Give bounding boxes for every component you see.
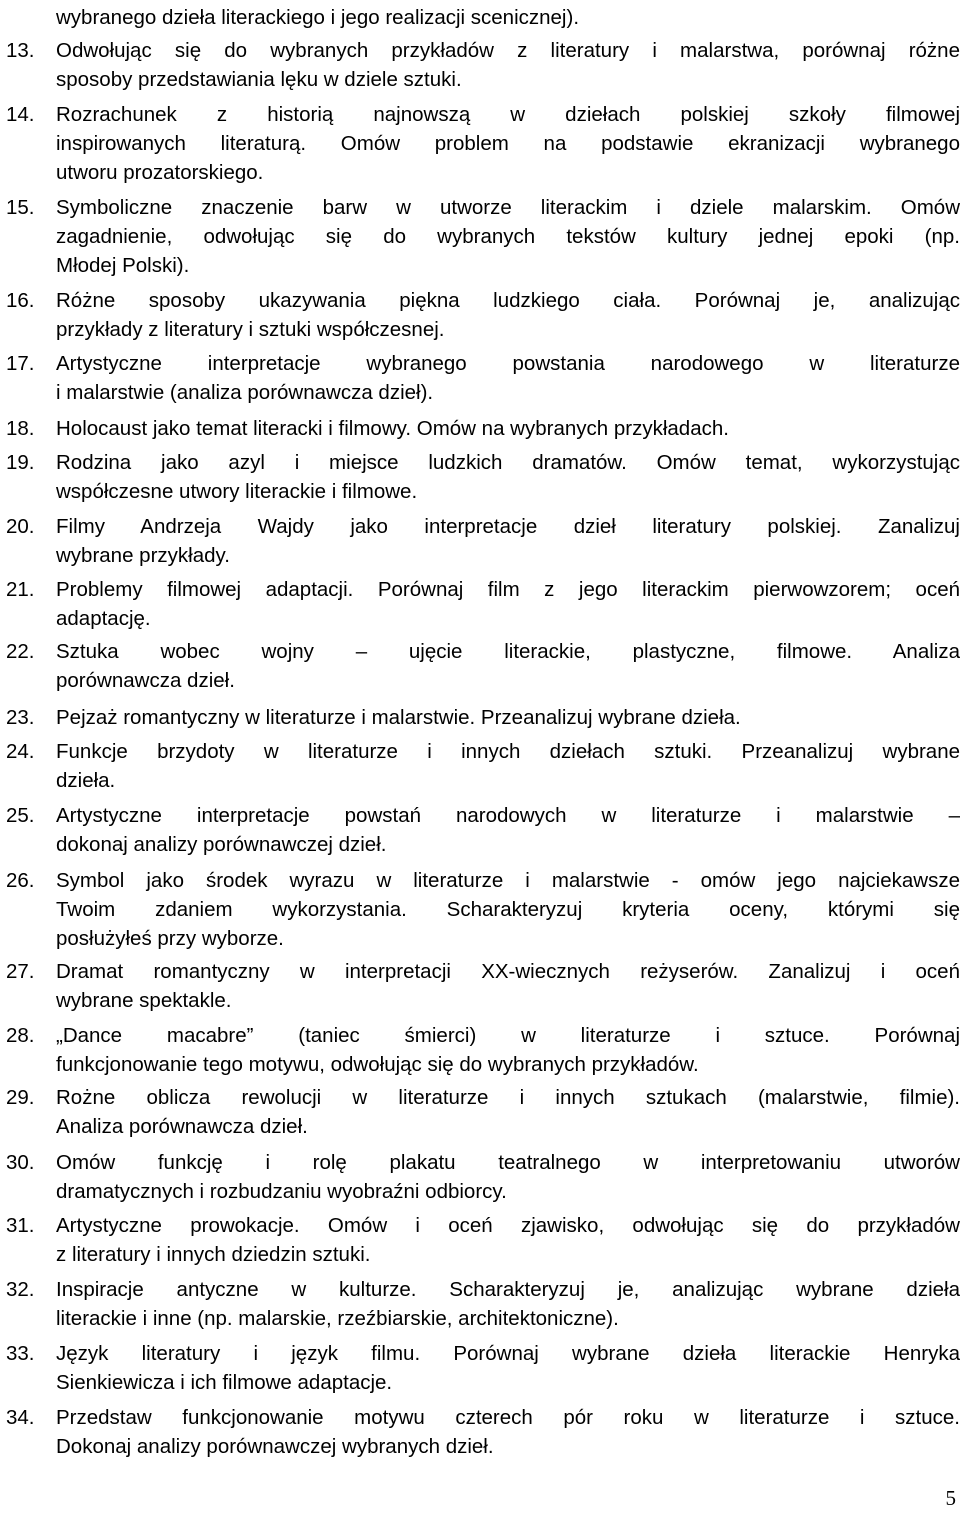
topic-text-line: Młodej Polski).	[56, 254, 190, 277]
topic-item	[6, 1211, 960, 1269]
topic-text-line: Sienkiewicza i ich filmowe adaptacje.	[56, 1371, 393, 1394]
topic-number: 34.	[6, 1406, 35, 1429]
topic-text-line: Analiza porównawcza dzieł.	[56, 1115, 308, 1138]
topic-text	[56, 36, 960, 94]
topic-text	[56, 1275, 960, 1333]
topic-number: 26.	[6, 869, 35, 892]
topic-number: 33.	[6, 1342, 35, 1365]
topic-item	[6, 801, 960, 859]
topic-text-line: wybrane przykłady.	[56, 544, 230, 567]
topic-text-line: przykłady z literatury i sztuki współczesnej.	[56, 318, 445, 341]
topic-text	[56, 193, 960, 280]
topic-text-line: porównawcza dzieł.	[56, 669, 235, 692]
topic-number: 21.	[6, 578, 35, 601]
topic-text	[56, 1083, 960, 1141]
topic-text-line: Przedstaw funkcjonowanie motywu czterech pór roku w literaturze i sztuce.	[56, 1406, 960, 1429]
topic-text	[56, 1403, 960, 1461]
topic-number: 19.	[6, 451, 35, 474]
topic-text	[56, 703, 960, 732]
topic-text-line: wybrane spektakle.	[56, 989, 232, 1012]
topic-text-line: Rożne oblicza rewolucji w literaturze i innych sztukach (malarstwie, filmie).	[56, 1086, 960, 1109]
topic-text-line: Dramat romantyczny w interpretacji XX-wiecznych reżyserów. Zanalizuj i oceń	[56, 960, 960, 983]
topic-number: 23.	[6, 706, 35, 729]
topic-number: 22.	[6, 640, 35, 663]
topic-text-line: zagadnienie, odwołując się do wybranych tekstów kultury jednej epoki (np.	[56, 225, 960, 248]
topic-number: 16.	[6, 289, 35, 312]
topic-item	[6, 1275, 960, 1333]
topic-text-line: Pejzaż romantyczny w literaturze i malarstwie. Przeanalizuj wybrane dzieła.	[56, 706, 741, 729]
topic-number: 31.	[6, 1214, 35, 1237]
topic-text-line: sposoby przedstawiania lęku w dziele sztuki.	[56, 68, 462, 91]
topic-text-line: współczesne utwory literackie i filmowe.	[56, 480, 418, 503]
topic-text-line: Odwołując się do wybranych przykładów z literatury i malarstwa, porównaj różne	[56, 39, 960, 62]
topic-text	[56, 349, 960, 407]
topic-text	[56, 737, 960, 795]
topic-text-line: utworu prozatorskiego.	[56, 161, 264, 184]
topic-text	[56, 1148, 960, 1206]
topic-item	[6, 1403, 960, 1461]
page-number: 5	[945, 1486, 956, 1510]
topic-item	[6, 414, 960, 443]
topic-item	[6, 448, 960, 506]
topic-number: 18.	[6, 417, 35, 440]
topic-item	[6, 100, 960, 187]
topic-item	[6, 575, 960, 633]
topic-text-line: Inspiracje antyczne w kulturze. Scharakteryzuj je, analizując wybrane dzieła	[56, 1278, 960, 1301]
topic-text-line: Omów funkcję i rolę plakatu teatralnego w interpretowaniu utworów	[56, 1151, 960, 1174]
topic-item	[6, 286, 960, 344]
topic-text-line: dzieła.	[56, 769, 116, 792]
topic-number: 32.	[6, 1278, 35, 1301]
topic-item	[6, 1339, 960, 1397]
topic-text	[56, 512, 960, 570]
topic-text-line: adaptację.	[56, 607, 151, 630]
topic-number: 17.	[6, 352, 35, 375]
topic-text-line: Rozrachunek z historią najnowszą w dziełach polskiej szkoły filmowej	[56, 103, 960, 126]
topic-item	[6, 957, 960, 1015]
topic-text-line: Filmy Andrzeja Wajdy jako interpretacje dzieł literatury polskiej. Zanalizuj	[56, 515, 960, 538]
topic-item	[6, 193, 960, 280]
topic-text-line: posłużyłeś przy wyborze.	[56, 927, 284, 950]
topic-number: 15.	[6, 196, 35, 219]
topic-text-line: literackie i inne (np. malarskie, rzeźbiarskie, architektoniczne).	[56, 1307, 619, 1330]
topic-text-line: Język literatury i język filmu. Porównaj wybrane dzieła literackie Henryka	[56, 1342, 960, 1365]
topic-text	[56, 1211, 960, 1269]
topic-text-line: Symboliczne znaczenie barw w utworze literackim i dziele malarskim. Omów	[56, 196, 960, 219]
topic-item	[6, 349, 960, 407]
topic-text-line: Holocaust jako temat literacki i filmowy. Omów na wybranych przykładach.	[56, 417, 729, 440]
topic-text-line: Twoim zdaniem wykorzystania. Scharakteryzuj kryteria oceny, którymi się	[56, 898, 960, 921]
topic-text-line: i malarstwie (analiza porównawcza dzieł).	[56, 381, 434, 404]
topic-number: 28.	[6, 1024, 35, 1047]
topic-item	[6, 703, 960, 732]
topic-text-line: Dokonaj analizy porównawczej wybranych dzieł.	[56, 1435, 494, 1458]
topic-item	[6, 1148, 960, 1206]
topic-item	[6, 1083, 960, 1141]
topic-text-line: Artystyczne interpretacje wybranego powstania narodowego w literaturze	[56, 352, 960, 375]
topic-text	[56, 957, 960, 1015]
topic-number: 20.	[6, 515, 35, 538]
topic-text-line: Problemy filmowej adaptacji. Porównaj film z jego literackim pierwowzorem; oceń	[56, 578, 960, 601]
topic-text	[56, 100, 960, 187]
topic-text-line: Symbol jako środek wyrazu w literaturze i malarstwie - omów jego najciekawsze	[56, 869, 960, 892]
topic-text-line: Funkcje brzydoty w literaturze i innych dziełach sztuki. Przeanalizuj wybrane	[56, 740, 960, 763]
topic-item	[6, 737, 960, 795]
topic-text-line: funkcjonowanie tego motywu, odwołując się do wybranych przykładów.	[56, 1053, 699, 1076]
topic-text-line: Sztuka wobec wojny – ujęcie literackie, plastyczne, filmowe. Analiza	[56, 640, 960, 663]
topic-text-line: dramatycznych i rozbudzaniu wyobraźni odbiorcy.	[56, 1180, 507, 1203]
topic-item	[6, 866, 960, 953]
topic-number: 25.	[6, 804, 35, 827]
topic-text-line: inspirowanych literaturą. Omów problem na podstawie ekranizacji wybranego	[56, 132, 960, 155]
topic-item	[6, 1021, 960, 1079]
topic-number: 14.	[6, 103, 35, 126]
topic-text	[56, 866, 960, 953]
topic-number: 27.	[6, 960, 35, 983]
topic-item	[6, 512, 960, 570]
topic-text	[56, 414, 960, 443]
topic-item	[6, 36, 960, 94]
topic-text-line: „Dance macabre” (taniec śmierci) w literaturze i sztuce. Porównaj	[56, 1024, 960, 1047]
topic-item	[6, 637, 960, 695]
topic-text-line: Artystyczne interpretacje powstań narodowych w literaturze i malarstwie –	[56, 804, 960, 827]
topic-text	[56, 448, 960, 506]
topic-number: 24.	[6, 740, 35, 763]
continuation-line: wybranego dzieła literackiego i jego realizacji scenicznej).	[56, 6, 580, 29]
topic-text-line: Rodzina jako azyl i miejsce ludzkich dramatów. Omów temat, wykorzystując	[56, 451, 960, 474]
topic-number: 30.	[6, 1151, 35, 1174]
topic-text	[56, 286, 960, 344]
topic-text-line: z literatury i innych dziedzin sztuki.	[56, 1243, 371, 1266]
topic-text-line: Artystyczne prowokacje. Omów i oceń zjawisko, odwołując się do przykładów	[56, 1214, 960, 1237]
topic-text	[56, 1021, 960, 1079]
topic-text	[56, 637, 960, 695]
topic-text	[56, 801, 960, 859]
topic-number: 13.	[6, 39, 35, 62]
topic-text-line: Różne sposoby ukazywania piękna ludzkiego ciała. Porównaj je, analizując	[56, 289, 960, 312]
topic-text	[56, 1339, 960, 1397]
topic-text	[56, 575, 960, 633]
topic-text-line: dokonaj analizy porównawczej dzieł.	[56, 833, 387, 856]
topic-number: 29.	[6, 1086, 35, 1109]
